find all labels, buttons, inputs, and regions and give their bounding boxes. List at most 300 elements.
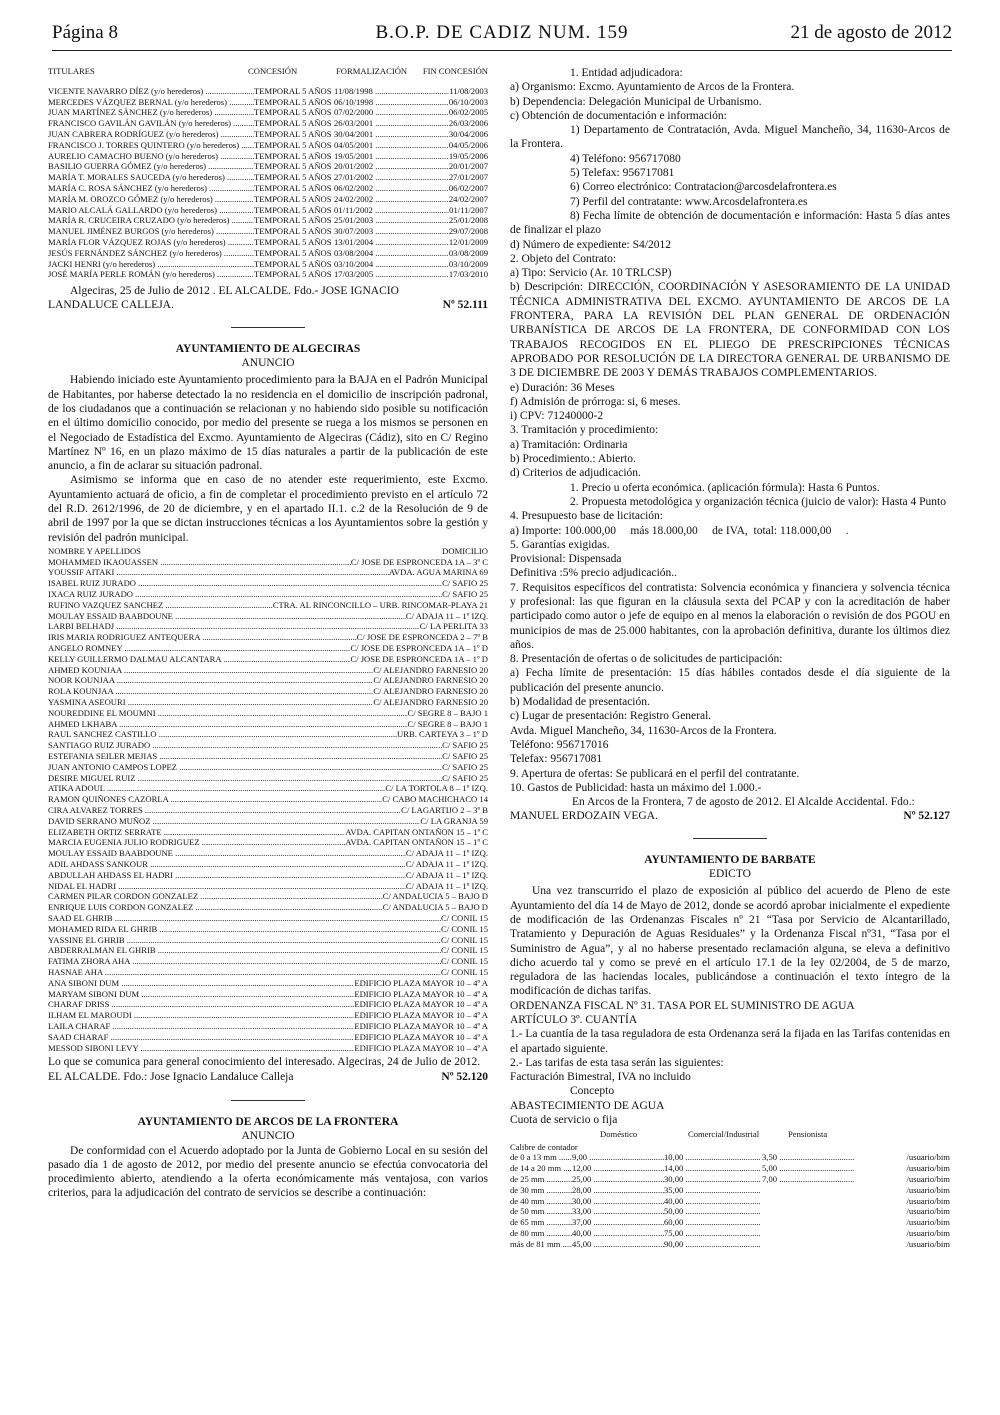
list-item <box>48 557 488 568</box>
paragraph: 2.- Las tarifas de esta tasa serán las siguientes: <box>510 1056 724 1069</box>
calibre: más de 81 mm ..... <box>510 1239 572 1250</box>
resident-name: ANGELO ROMNEY ..... <box>48 643 350 654</box>
contract-line: 10. Gastos de Publicidad: hasta un máximo del 1.000.- <box>510 781 762 794</box>
table-row <box>48 226 488 237</box>
price-comercial: 10,00 ..... <box>664 1152 762 1163</box>
table-row <box>48 129 488 140</box>
price-domestico: 25,00 ..... <box>572 1174 664 1185</box>
price-comercial: 40,00 ..... <box>664 1196 762 1207</box>
calibre: de 40 mm ..... <box>510 1196 572 1207</box>
tariff-row <box>510 1152 950 1163</box>
list-item <box>48 999 488 1010</box>
paragraph: 1.- La cuantía de la tasa reguladora de esta Ordenanza será la fijada en las Tarifas contenidas en el apartado siguiente. <box>510 1028 950 1055</box>
list-item <box>48 697 488 708</box>
tariff-row <box>510 1163 950 1174</box>
resident-name: JUAN ANTONIO CAMPOS LOPEZ ..... <box>48 762 442 773</box>
resident-address: C/ ANDALUCIA 5 – BAJO D <box>382 902 488 913</box>
titular-name: AURELIO CAMACHO BUENO (y/o herederos) ..... <box>48 151 254 162</box>
resident-name: SANTIAGO RUIZ JURADO ..... <box>48 740 442 751</box>
formalizacion-date: 19/05/2001 ..... <box>334 151 449 162</box>
resident-address: C/ CONIL 15 <box>441 966 488 977</box>
fin-date: 04/05/2006 <box>448 139 488 150</box>
paragraph: Habiendo iniciado este Ayuntamiento procedimiento para la BAJA en el Padrón Municipal de Habitantes, por haberse detectado la no residencia en el domicilio de inscripción padronal, de los ciudadanos que a continuación se relacionan y no habiendo sido posible su notificación en el último domicilio conocido, por medio del presente se ruega a los mismos se personen en el Negociado de Estadística del Excmo. Ayuntamiento de Algeciras (Cádiz), sito en C/ Regino Martínez Nº 16, en un plazo máximo de 15 días naturales a partir de la publicación de este anuncio, a fin de aclarar su situación padronal. <box>48 374 488 473</box>
resident-name: MESSOD SIBONI LEVY ..... <box>48 1043 354 1054</box>
formalizacion-date: 17/03/2005 ..... <box>334 269 449 280</box>
list-item <box>48 805 488 816</box>
resident-address: C/ LA TORTOLA 8 – 1º IZQ. <box>385 783 488 794</box>
list-item <box>48 654 488 665</box>
list-item <box>48 567 488 578</box>
col-header-pensionista: Pensionista <box>788 1129 828 1140</box>
concesion-type: TEMPORAL 5 AÑOS ..... <box>254 259 334 270</box>
page-header <box>52 22 952 51</box>
concesion-type: TEMPORAL 5 AÑOS ..... <box>254 205 334 216</box>
list-item <box>48 989 488 1000</box>
resident-name: CHARAF DRISS ..... <box>48 999 354 1010</box>
price-comercial: 90,00 ..... <box>664 1239 762 1250</box>
list-item <box>48 729 488 740</box>
paragraph: Una vez transcurrido el plazo de exposición al público del acuerdo de Pleno de este Ayuntamiento del día 14 de Mayo de 2012, donde se acordó aprobar inicialmente el expediente de modificación de las Ordenanzas Fiscales nº 21 “Tasa por Servicio de Alcantarillado, Tratamiento y Depuración de Aguas Residuales” y la Ordenanza Fiscal nº31, “Tasa por el Suministro de Agua”, y al no haberse presentado reclamación alguna, se eleva a definitivo dicho acuerdo tal y como se prevé en el artículo 17.1 de la ley 02/2004, de 5 de marzo, reguladora de las haciendas locales, publicándose a continuación el texto íntegro de la modificación de dichas tarifas. <box>510 885 950 998</box>
resident-name: ELIZABETH ORTIZ SERRATE ..... <box>48 827 345 838</box>
price-pensionista <box>762 1239 874 1250</box>
resident-address: C/ ALEJANDRO FARNESIO 20 <box>373 697 488 708</box>
price-domestico: 9,00 ..... <box>572 1152 664 1163</box>
contract-line: 6) Correo electrónico: Contratacion@arcosdelafrontera.es <box>570 181 837 194</box>
tariff-table <box>510 1152 950 1249</box>
formalizacion-date: 13/01/2004 ..... <box>334 237 449 248</box>
formalizacion-date: 24/02/2002 ..... <box>334 194 449 205</box>
fin-date: 12/01/2009 <box>448 236 488 247</box>
titular-name: BASILIO GUERRA GÓMEZ (y/o herederos) ..... <box>48 161 254 172</box>
resident-address: C/ ALEJANDRO FARNESIO 20 <box>373 664 488 675</box>
list-item <box>48 881 488 892</box>
list-item <box>48 675 488 686</box>
table-row <box>48 151 488 162</box>
list-item <box>48 794 488 805</box>
signature-block <box>48 298 488 312</box>
contract-line: i) CPV: 71240000-2 <box>510 410 604 423</box>
titular-name: JOSÉ MARÍA PERLE ROMÁN (y/o herederos) ..... <box>48 269 254 280</box>
price-pensionista: 3,50 ..... <box>762 1152 874 1163</box>
titulares-table <box>48 66 488 280</box>
resident-address: AVDA. CAPITAN ONTAÑON 15 – 1º C <box>345 837 488 848</box>
resident-name: MOULAY ESSAID BAABDOUNE ..... <box>48 848 406 859</box>
resident-name: RAUL SANCHEZ CASTILLO ..... <box>48 729 397 740</box>
resident-address: C/ SEGRE 8 – BAJO 1 <box>407 718 488 729</box>
article-title: ARTÍCULO 3º. CUANTÍA <box>510 1014 638 1026</box>
resident-address: C/ ALEJANDRO FARNESIO 20 <box>373 675 488 686</box>
col-header-address: DOMICILIO <box>442 545 488 556</box>
list-item <box>48 1043 488 1054</box>
section-title-arcos: AYUNTAMIENTO DE ARCOS DE LA FRONTERA <box>137 1115 399 1128</box>
formalizacion-date: 07/02/2000 ..... <box>334 107 449 118</box>
price-domestico: 37,00 ..... <box>572 1217 664 1228</box>
calibre: de 80 mm ..... <box>510 1228 572 1239</box>
resident-name: AHMED KOUNJAA ..... <box>48 665 373 676</box>
table-row <box>48 107 488 118</box>
concesion-type: TEMPORAL 5 AÑOS ..... <box>254 226 334 237</box>
contract-line: c) Obtención de documentación e información: <box>510 109 727 122</box>
list-item <box>48 632 488 643</box>
formalizacion-date: 11/08/1998 ..... <box>334 86 449 97</box>
resident-name: MARCIA EUGENIA JULIO RODRIGUEZ ..... <box>48 837 345 848</box>
resident-name: NIDAL EL HADRI ..... <box>48 881 406 892</box>
resident-name: ISABEL RUIZ JURADO ..... <box>48 578 442 589</box>
signatory: LANDALUCE CALLEJA. <box>48 299 174 312</box>
calibre: de 14 a 20 mm ..... <box>510 1163 572 1174</box>
price-unit: /usuario/bim <box>906 1206 950 1217</box>
list-item <box>48 859 488 870</box>
titular-name: JACKI HENRI (y/o herederos) ..... <box>48 259 254 270</box>
table-row <box>48 118 488 129</box>
resident-address: C/ ADAJA 11 – 1º IZQ. <box>405 859 488 869</box>
formalizacion-date: 04/05/2001 ..... <box>334 140 449 151</box>
titular-name: VICENTE NAVARRO DÍEZ (y/o herederos) ..... <box>48 86 254 97</box>
tariff-row <box>510 1217 950 1228</box>
calibre: de 25 mm ..... <box>510 1174 572 1185</box>
table-row <box>48 172 488 183</box>
right-column <box>510 66 950 1250</box>
col-header-concesion: CONCESIÓN <box>248 66 298 76</box>
contract-line: 1. Precio u oferta económica. (aplicación fórmula): Hasta 6 Puntos. <box>570 481 880 494</box>
contract-line: Avda. Miguel Mancheño, 34, 11630-Arcos de la Frontera. <box>510 724 777 737</box>
fin-date: 19/05/2006 <box>448 150 488 161</box>
contract-line: b) Procedimiento.: Abierto. <box>510 453 636 466</box>
section-subtitle: ANUNCIO <box>241 1130 295 1143</box>
concesion-type: TEMPORAL 5 AÑOS ..... <box>254 248 334 259</box>
closing-paragraph: Lo que se comunica para general conocimiento del interesado. Algeciras, 24 de Julio de 2012. EL ALCALDE. Fdo.: Jose Ignacio Landaluce Calleja <box>48 1056 481 1083</box>
list-item <box>48 935 488 946</box>
concesion-type: TEMPORAL 5 AÑOS ..... <box>254 172 334 183</box>
resident-address: EDIFICIO PLAZA MAYOR 10 – 4º A <box>354 1010 488 1021</box>
concesion-type: TEMPORAL 5 AÑOS ..... <box>254 183 334 194</box>
concesion-type: TEMPORAL 5 AÑOS ..... <box>254 161 334 172</box>
left-column <box>48 66 488 1201</box>
price-domestico: 30,00 ..... <box>572 1196 664 1207</box>
resident-name: SAAD EL GHRIB ..... <box>48 913 441 924</box>
fin-date: 30/04/2006 <box>448 128 488 139</box>
list-item <box>48 816 488 827</box>
fin-date: 17/03/2010 <box>448 269 488 280</box>
contract-line: c) Lugar de presentación: Registro General. <box>510 710 712 723</box>
contract-line: a) Tramitación: Ordinaria <box>510 438 628 451</box>
col-header-comercial: Comercial/Industrial <box>688 1129 760 1140</box>
contract-line: Provisional: Dispensada <box>510 553 622 566</box>
resident-name: YOUSSIF AITAKI ..... <box>48 567 389 578</box>
calibre-label: Calibre de contador <box>510 1141 578 1152</box>
signatory: MANUEL ERDOZAIN VEGA. <box>510 810 658 823</box>
fin-date: 03/10/2009 <box>448 258 488 269</box>
price-unit: /usuario/bim <box>906 1195 950 1206</box>
separator <box>231 1100 305 1101</box>
price-unit: /usuario/bim <box>906 1152 950 1163</box>
residents-list <box>48 546 488 1053</box>
fin-date: 06/02/2007 <box>448 182 488 193</box>
resident-address: C/ SAFIO 25 <box>442 740 488 751</box>
resident-name: KELLY GUILLERMO DALMAU ALCANTARA ..... <box>48 654 350 665</box>
resident-name: NOOR KOUNJAA ..... <box>48 675 373 686</box>
announcement-number: Nº 52.127 <box>903 810 950 823</box>
contract-line: 5. Garantías exigidas. <box>510 538 610 551</box>
tariff-row <box>510 1196 950 1207</box>
contract-line: 8) Fecha límite de obtención de documentación e información: Hasta 5 días antes de finalizar el plazo <box>510 209 950 237</box>
list-item <box>48 751 488 762</box>
resident-address: C/ SEGRE 8 – BAJO 1 <box>407 707 488 718</box>
arcos-contract-details <box>510 66 950 795</box>
price-comercial: 30,00 ..... <box>664 1174 762 1185</box>
price-pensionista <box>762 1217 874 1228</box>
titular-name: JESÚS FERNÁNDEZ SÁNCHEZ (y/o herederos) ..... <box>48 248 254 259</box>
resident-address: URB. CARTEYA 3 – 1º D <box>397 729 488 740</box>
resident-address: AVDA. CAPITAN ONTAÑON 15 – 1º C <box>345 826 488 837</box>
contract-line: 2. Propuesta metodológica y organización técnica (juicio de valor): Hasta 4 Punto <box>570 495 946 508</box>
resident-name: ABDULLAH AHDASS EL HADRI ..... <box>48 870 406 881</box>
price-pensionista: 5,00 ..... <box>762 1163 874 1174</box>
list-item <box>48 1032 488 1043</box>
table-row <box>48 183 488 194</box>
resident-address: AVDA. AGUA MARINA 69 <box>388 567 488 578</box>
titular-name: FRANCISCO GAVILÁN GAVILÁN (y/o herederos) ..... <box>48 118 254 129</box>
price-comercial: 14,00 ..... <box>664 1163 762 1174</box>
contract-line: b) Modalidad de presentación. <box>510 696 650 709</box>
resident-name: ANA SIBONI DUM ..... <box>48 978 354 989</box>
resident-name: RUFINO VAZQUEZ SANCHEZ ..... <box>48 600 273 611</box>
resident-name: DAVID SERRANO MUÑOZ ..... <box>48 816 420 827</box>
contract-line: 7. Requisitos específicos del contratista: Solvencia económica y financiera y solvencia técnica y profesional: las que figuran en la cláusula sexta del PCAP y con la acreditación de haber participado como autor o jefe de equipo en al menos la elaboración o revisión de dos PGOU en municipios de mas de 25.000 habitantes, con la aprobación definitiva, durante los últimos diez años. <box>510 581 950 651</box>
resident-address: C/ LA GRANJA 59 <box>420 815 488 826</box>
formalizacion-date: 03/08/2004 ..... <box>334 248 449 259</box>
titular-name: JUAN CABRERA RODRÍGUEZ (y/o herederos) ..... <box>48 129 254 140</box>
contract-line: Definitiva :5% precio adjudicación.. <box>510 567 678 580</box>
price-pensionista <box>762 1196 874 1207</box>
resident-name: HASNAE AHA ..... <box>48 967 441 978</box>
price-comercial: 75,00 ..... <box>664 1228 762 1239</box>
price-domestico: 45,00 ..... <box>572 1239 664 1250</box>
resident-name: ATIKA ADOUL ..... <box>48 783 385 794</box>
list-item <box>48 945 488 956</box>
resident-name: SAAD CHARAF ..... <box>48 1032 354 1043</box>
concesion-type: TEMPORAL 5 AÑOS ..... <box>254 118 334 129</box>
list-item <box>48 827 488 838</box>
resident-address: C/ JOSE DE ESPRONCEDA 1A – 1º D <box>350 653 488 664</box>
titular-name: MARÍA C. ROSA SÁNCHEZ (y/o herederos) ..... <box>48 183 254 194</box>
formalizacion-date: 27/01/2002 ..... <box>334 172 449 183</box>
titular-name: MARÍA FLOR VÁZQUEZ ROJAS (y/o herederos) ..... <box>48 237 254 248</box>
price-unit: /usuario/bim <box>906 1163 950 1174</box>
price-pensionista <box>762 1185 874 1196</box>
fin-date: 25/01/2008 <box>448 215 488 226</box>
section-title-barbate: AYUNTAMIENTO DE BARBATE <box>644 853 816 866</box>
resident-name: CIRA ALVAREZ TORRES ..... <box>48 805 401 816</box>
fin-date: 29/07/2008 <box>448 226 488 237</box>
resident-name: ABDERRALMAN EL GHRIB ..... <box>48 945 441 956</box>
table-row <box>48 269 488 280</box>
table-row <box>48 248 488 259</box>
resident-address: EDIFICIO PLAZA MAYOR 10 – 4º A <box>354 999 488 1010</box>
list-item <box>48 1010 488 1021</box>
price-comercial: 35,00 ..... <box>664 1185 762 1196</box>
price-pensionista <box>762 1206 874 1217</box>
residents-header <box>48 546 488 557</box>
list-item <box>48 665 488 676</box>
resident-address: C/ ANDALUCIA 5 – BAJO D <box>382 891 488 902</box>
fin-date: 24/02/2007 <box>448 193 488 204</box>
titular-name: MARÍA T. MORALES SAUCEDA (y/o herederos) ..... <box>48 172 254 183</box>
resident-name: ROLA KOUNJAA ..... <box>48 686 373 697</box>
announcement-number: Nº 52.111 <box>442 299 488 312</box>
resident-name: LARBI BELHADJ ..... <box>48 621 420 632</box>
signature-line: En Arcos de la Frontera, 7 de agosto de 2012. El Alcalde Accidental. Fdo.: <box>572 796 915 809</box>
fin-date: 26/03/2006 <box>448 118 488 129</box>
resident-address: C/ JOSE DE ESPRONCEDA 2 – 7º B <box>356 632 488 643</box>
table-row <box>48 237 488 248</box>
issue-date: 21 de agosto de 2012 <box>790 22 952 43</box>
resident-name: MOULAY ESSAID BAABDOUNE ..... <box>48 611 406 622</box>
table-row <box>48 161 488 172</box>
resident-address: EDIFICIO PLAZA MAYOR 10 – 4º A <box>354 1042 488 1053</box>
price-unit: /usuario/bim <box>906 1174 950 1185</box>
price-domestico: 40,00 ..... <box>572 1228 664 1239</box>
resident-address: C/ SAFIO 25 <box>442 761 488 772</box>
titular-name: MARÍA M. OROZCO GÓMEZ (y/o herederos) ..... <box>48 194 254 205</box>
resident-address: CTRA. AL RINCONCILLO – URB. RINCOMAR-PLAYA 21 <box>272 599 488 610</box>
resident-address: C/ CONIL 15 <box>441 945 488 956</box>
titulares-header <box>48 66 488 77</box>
resident-address: C/ JOSE DE ESPRONCEDA 1A – 3º C <box>350 556 488 567</box>
col-header-fin: FIN CONCESIÓN <box>422 66 488 76</box>
price-domestico: 33,00 ..... <box>572 1206 664 1217</box>
price-domestico: 12,00 ..... <box>572 1163 664 1174</box>
price-domestico: 28,00 ..... <box>572 1185 664 1196</box>
concesion-type: TEMPORAL 5 AÑOS ..... <box>254 269 334 280</box>
resident-address: C/ ALEJANDRO FARNESIO 20 <box>373 686 488 697</box>
list-item <box>48 902 488 913</box>
list-item <box>48 870 488 881</box>
fin-date: 11/08/2003 <box>449 85 488 96</box>
page-number: Página 8 <box>52 22 118 43</box>
list-item <box>48 967 488 978</box>
list-item <box>48 719 488 730</box>
tariff-row <box>510 1228 950 1239</box>
section-subtitle: EDICTO <box>709 868 751 881</box>
list-item <box>48 1021 488 1032</box>
resident-name: ESTEFANIA SEILER MEJIAS ..... <box>48 751 442 762</box>
list-item <box>48 978 488 989</box>
resident-address: C/ CONIL 15 <box>441 912 488 923</box>
resident-name: IRIS MARIA RODRIGUEZ ANTEQUERA ..... <box>48 632 357 643</box>
formalizacion-date: 25/01/2003 ..... <box>334 215 449 226</box>
contract-line: 1) Departamento de Contratación, Avda. Miguel Mancheño, 34, 11630-Arcos de la Frontera. <box>510 124 950 151</box>
titular-name: MARIO ALCALÁ GALLARDO (y/o herederos) ..... <box>48 205 254 216</box>
price-unit: /usuario/bim <box>906 1217 950 1228</box>
list-item <box>48 762 488 773</box>
contract-line: 9. Apertura de ofertas: Se publicará en el perfil del contratante. <box>510 767 800 780</box>
table-row <box>48 205 488 216</box>
concesion-type: TEMPORAL 5 AÑOS ..... <box>254 97 334 108</box>
journal-title: B.O.P. DE CADIZ NUM. 159 <box>375 22 629 43</box>
resident-address: C/ CABO MACHICHACO 14 <box>382 794 488 805</box>
calibre: de 30 mm ..... <box>510 1185 572 1196</box>
list-item <box>48 600 488 611</box>
table-row <box>48 194 488 205</box>
concesion-type: TEMPORAL 5 AÑOS ..... <box>254 86 334 97</box>
table-row <box>48 97 488 108</box>
resident-address: C/ SAFIO 25 <box>442 589 488 600</box>
resident-name: LAILA CHARAF ..... <box>48 1021 354 1032</box>
paragraph: De conformidad con el Acuerdo adoptado por la Junta de Gobierno Local en su sesión del pasado día 1 de agosto de 2012, por medio del presente anuncio se efectúa convocatoria del procedimiento abierto, atendiendo a la oferta económicamente más ventajosa, con varios criterios, para la adjudicación del contrato de servicios se describe a continuación: <box>48 1144 488 1200</box>
resident-address: C/ SAFIO 25 <box>442 772 488 783</box>
fin-date: 01/11/2007 <box>449 204 488 215</box>
formalizacion-date: 20/01/2002 ..... <box>334 161 449 172</box>
resident-name: AHMED LKHABA ..... <box>48 719 408 730</box>
concesion-type: TEMPORAL 5 AÑOS ..... <box>254 215 334 226</box>
formalizacion-date: 26/03/2001 ..... <box>334 118 449 129</box>
tariff-row <box>510 1239 950 1250</box>
tariff-header <box>510 1127 950 1141</box>
resident-address: C/ ADAJA 11 – 1º IZQ. <box>405 848 488 859</box>
resident-name: YASSINE EL GHRIB ..... <box>48 935 441 946</box>
tariff-row <box>510 1185 950 1196</box>
list-item <box>48 783 488 794</box>
resident-address: EDIFICIO PLAZA MAYOR 10 – 4º A <box>354 1020 488 1031</box>
contract-line: Telefax: 956717081 <box>510 753 603 766</box>
section-subtitle: ANUNCIO <box>241 357 295 370</box>
contract-line: d) Número de expediente: S4/2012 <box>510 238 671 251</box>
titular-name: JUAN MARTÍNEZ SÁNCHEZ (y/o herederos) ..... <box>48 107 254 118</box>
resident-name: ENRIQUE LUIS CORDON GONZALEZ ..... <box>48 902 383 913</box>
concesion-type: TEMPORAL 5 AÑOS ..... <box>254 194 334 205</box>
titular-name: MERCEDES VÁZQUEZ BERNAL (y/o herederos) ..... <box>48 97 254 108</box>
resident-name: ILHAM EL MAROUDI ..... <box>48 1010 354 1021</box>
resident-address: C/ CONIL 15 <box>441 934 488 945</box>
resident-address: C/ ADAJA 11 – 1º IZQ. <box>405 880 488 891</box>
resident-name: YASMINA ASEOURI ..... <box>48 697 373 708</box>
list-item <box>48 956 488 967</box>
fin-date: 27/01/2007 <box>448 172 488 183</box>
resident-name: ADIL AHDASS SANKOUR ..... <box>48 859 406 870</box>
col-header-domestico: Doméstico <box>600 1129 638 1140</box>
section-title-algeciras: AYUNTAMIENTO DE ALGECIRAS <box>175 342 361 355</box>
titular-name: MANUEL JIMÉNEZ BURGOS (y/o herederos) ..... <box>48 226 254 237</box>
resident-name: RAMON QUIÑONES CAZORLA ..... <box>48 794 382 805</box>
billing-note: Facturación Bimestral, IVA no incluido <box>510 1071 691 1084</box>
formalizacion-date: 03/10/2004 ..... <box>334 259 449 270</box>
concesion-type: TEMPORAL 5 AÑOS ..... <box>254 237 334 248</box>
formalizacion-date: 01/11/2002 ..... <box>334 205 449 216</box>
contract-line: a) Fecha límite de presentación: 15 días hábiles contados desde el día siguiente de la publicación del presente anuncio. <box>510 667 950 694</box>
resident-address: EDIFICIO PLAZA MAYOR 10 – 4º A <box>354 977 488 988</box>
contract-line: 7) Perfil del contratante: www.Arcosdelafrontera.es <box>570 195 808 208</box>
resident-address: C/ CONIL 15 <box>441 956 488 967</box>
contract-line: a) Tipo: Servicio (Ar. 10 TRLCSP) <box>510 267 672 280</box>
list-item <box>48 924 488 935</box>
contract-line: 3. Tramitación y procedimiento: <box>510 424 659 437</box>
list-item <box>48 891 488 902</box>
resident-address: EDIFICIO PLAZA MAYOR 10 – 4º A <box>354 988 488 999</box>
resident-address: EDIFICIO PLAZA MAYOR 10 – 4º A <box>354 1031 488 1042</box>
concept-label: Concepto <box>570 1085 615 1098</box>
ordinance-title: ORDENANZA FISCAL Nº 31. TASA POR EL SUMINISTRO DE AGUA <box>510 999 855 1012</box>
paragraph: Asimismo se informa que en caso de no atender este requerimiento, este Excmo. Ayuntamiento actuará de oficio, a fin de completar el procedimiento previsto en el artículo 72 del R.D. 2612/1996, de 20 de diciembre, y en el apartado II.1. c.2 de la Resolución de 9 de abril de 1997 por la que se dictan instrucciones técnicas a los Ayuntamientos sobre la gestión y revisión del padrón municipal. <box>48 474 488 544</box>
price-unit: /usuario/bim <box>906 1184 950 1195</box>
contract-line: 4) Teléfono: 956717080 <box>570 152 681 165</box>
concesion-type: TEMPORAL 5 AÑOS ..... <box>254 107 334 118</box>
resident-address: C/ CONIL 15 <box>441 923 488 934</box>
table-row <box>48 215 488 226</box>
col-header-name: NOMBRE Y APELLIDOS <box>48 545 141 556</box>
list-item <box>48 643 488 654</box>
concesion-type: TEMPORAL 5 AÑOS ..... <box>254 140 334 151</box>
